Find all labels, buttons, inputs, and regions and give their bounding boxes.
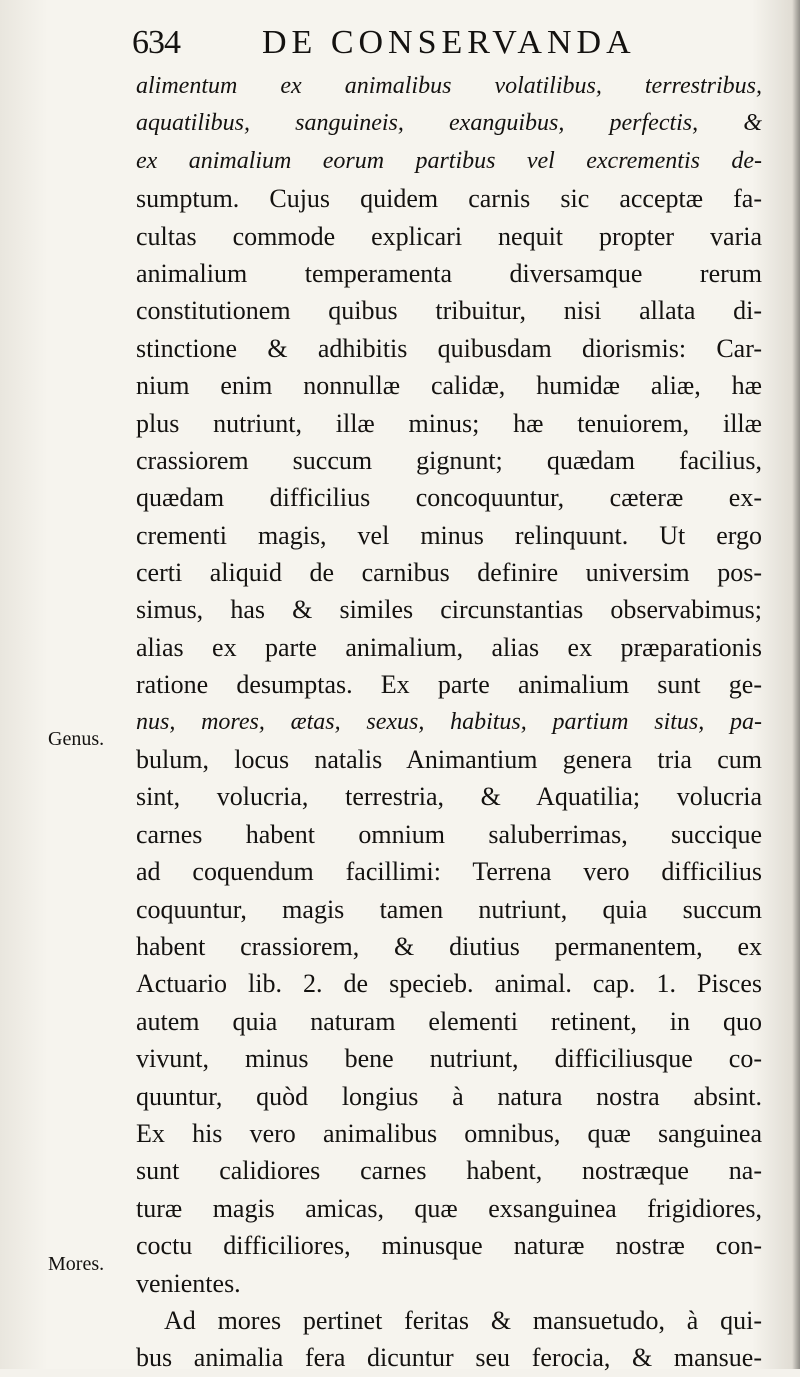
- text-line: quædam difficilius concoquuntur, cæteræ ex-: [136, 483, 762, 513]
- text-line: coquuntur, magis tamen nutriunt, quia succum: [136, 894, 762, 924]
- text-line: animalium temperamenta diversamque rerum: [136, 258, 762, 288]
- text-line: cultas commode explicari nequit propter varia: [136, 221, 762, 251]
- text-line: sumptum. Cujus quidem carnis sic acceptæ fa-: [136, 184, 762, 214]
- text-line: simus, has & similes circunstantias observabimus;: [136, 595, 762, 625]
- text-line: vivunt, minus bene nutriunt, difficiliusque co-: [136, 1044, 762, 1074]
- text-line: ad coquendum facillimi: Terrena vero difficilius: [136, 857, 762, 887]
- text-line: bus animalia fera dicuntur seu ferocia, & mansue-: [136, 1343, 762, 1373]
- body-text: [136, 68, 762, 1377]
- text-line: stinctione & adhibitis quibusdam diorismis: Car-: [136, 333, 762, 363]
- text-line: crementi magis, vel minus relinquunt. Ut ergo: [136, 520, 762, 550]
- text-line: ex animalium eorum partibus vel excrementis de-: [136, 147, 762, 174]
- text-line: ratione desumptas. Ex parte animalium sunt ge-: [136, 670, 762, 700]
- margin-note-mores: Mores.: [48, 1253, 105, 1275]
- text-line: turæ magis amicas, quæ exsanguinea frigidiores,: [136, 1193, 762, 1223]
- text-line: quuntur, quòd longius à natura nostra absint.: [136, 1081, 762, 1111]
- running-title: DE CONSERVANDA: [262, 24, 636, 61]
- text-line: sint, volucria, terrestria, & Aquatilia; volucria: [136, 782, 762, 812]
- margin-note-genus: Genus.: [48, 728, 105, 750]
- text-line: habent crassiorem, & diutius permanentem, ex: [136, 931, 762, 961]
- text-line: Actuario lib. 2. de specieb. animal. cap. 1. Pisces: [136, 969, 762, 999]
- text-line: alias ex parte animalium, alias ex præparationis: [136, 632, 762, 662]
- text-line: crassiorem succum gignunt; quædam facilius,: [136, 445, 762, 475]
- text-line: alimentum ex animalibus volatilibus, terrestribus,: [136, 73, 762, 99]
- text-line: nus, mores, ætas, sexus, habitus, partium situs, pa-: [136, 708, 762, 735]
- text-line: coctu difficiliores, minusque naturæ nostræ con-: [136, 1231, 762, 1261]
- text-line: Ad mores pertinet feritas & mansuetudo, à qui-: [164, 1305, 762, 1335]
- page-edge-shadow: [792, 0, 800, 1369]
- text-line: Ex his vero animalibus omnibus, quæ sanguinea: [136, 1118, 762, 1148]
- text-line: plus nutriunt, illæ minus; hæ tenuiorem, illæ: [136, 408, 762, 438]
- text-line: carnes habent omnium saluberrimas, succique: [136, 819, 762, 849]
- text-line: autem quia naturam elementi retinent, in quo: [136, 1006, 762, 1036]
- running-head: [132, 18, 672, 68]
- text-line: sunt calidiores carnes habent, nostræque na-: [136, 1156, 762, 1186]
- text-line: aquatilibus, sanguineis, exanguibus, perfectis, &: [136, 110, 762, 137]
- text-line: nium enim nonnullæ calidæ, humidæ aliæ, hæ: [136, 371, 762, 401]
- text-line: bulum, locus natalis Animantium genera tria cum: [136, 745, 762, 775]
- text-line: venientes.: [136, 1268, 241, 1298]
- text-line: certi aliquid de carnibus definire universim pos-: [136, 558, 762, 588]
- text-line: constitutionem quibus tribuitur, nisi allata di-: [136, 296, 762, 326]
- page-number: 634: [132, 24, 180, 61]
